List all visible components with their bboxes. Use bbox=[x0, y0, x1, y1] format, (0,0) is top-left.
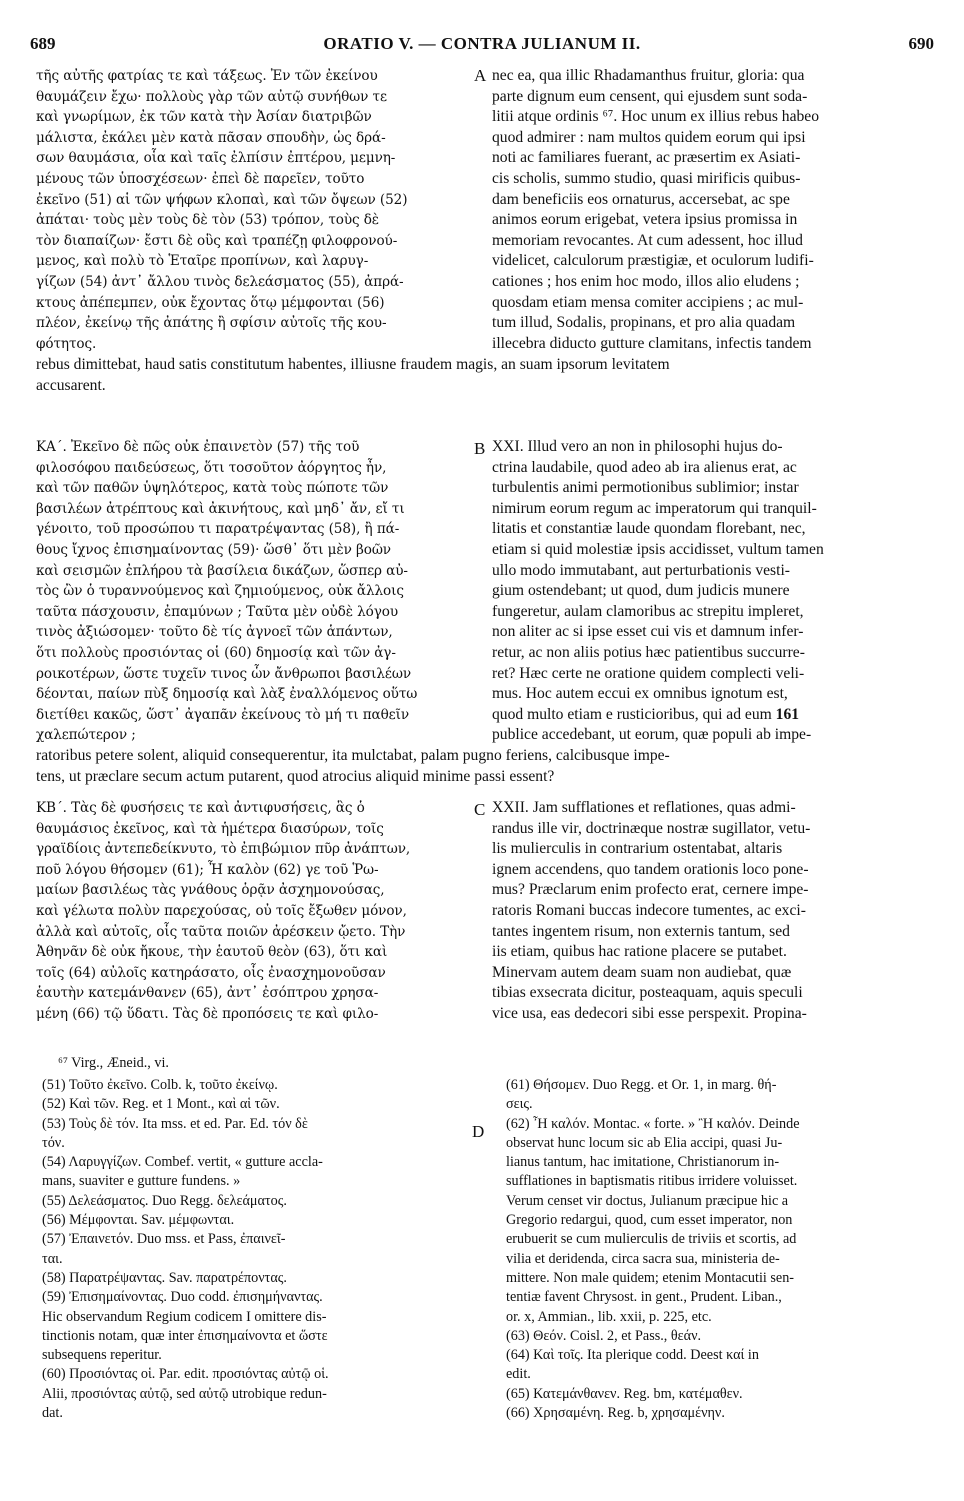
running-title: ORATIO V. — CONTRA JULIANUM II. bbox=[323, 34, 641, 53]
text-line: ratoribus petere solent, aliquid consequerentur, ita mulctabat, palam pugno feriens, calcibusque impe- bbox=[36, 747, 670, 764]
text-line: ret? Hæc certe ne oratione quidem complecti veli- bbox=[492, 664, 805, 682]
greek-column bbox=[36, 437, 466, 746]
text-line: mittere. Non male quidem; etenim Montacutii sen- bbox=[506, 1269, 795, 1286]
text-line: vice usa, eas dedecori sibi esse perspexit. Propina- bbox=[492, 1004, 807, 1022]
text-line: tinctionis notam, quæ inter ἐπισημαίνοντα et ὥστε bbox=[42, 1327, 328, 1344]
text-line: fungeretur, aulam clamoribus ac strepitu impleret, bbox=[492, 602, 804, 620]
text-line: nec ea, qua illic Rhadamanthus fruitur, gloria: qua bbox=[492, 67, 805, 84]
text-line: (60) Προσιόντας οἱ. Par. edit. προσιόντας αὐτῷ οἱ. bbox=[42, 1366, 329, 1383]
text-line: quod admirer : nam multos quidem eorum qui ipsi bbox=[492, 128, 806, 146]
full-width-text bbox=[36, 746, 926, 787]
text-line: edit. bbox=[506, 1366, 531, 1383]
margin-letter-d: D bbox=[472, 1122, 485, 1141]
text-line: sufflationes in baptismatis ritibus irridere voluisset. bbox=[506, 1173, 798, 1190]
text-line: (62) Ἦ καλόν. Montac. « forte. » Ἢ καλόν. Deinde bbox=[506, 1115, 800, 1132]
text-line: χαλεπώτερον ; bbox=[36, 727, 136, 744]
section-chapter-22 bbox=[36, 798, 926, 1028]
page-number-right: 690 bbox=[908, 34, 934, 53]
text-line: μένους τῶν ὑποσχέσεων· ἐπεὶ δὲ παρεῖεν, τοῦτο bbox=[36, 170, 365, 187]
text-line: σων θαυμάσια, οἷα καὶ ταῖς ἐλπίσιν ἐπτέρου, μεμνη- bbox=[36, 150, 396, 167]
page-number-left: 689 bbox=[30, 34, 56, 53]
footnotes-right-column bbox=[506, 1076, 926, 1423]
text-line: ΚΑ΄. Ἐκεῖνο δὲ πῶς οὐκ ἐπαινετὸν (57) τῆς τοῦ bbox=[36, 439, 360, 455]
text-line: subsequens reperitur. bbox=[42, 1347, 162, 1364]
text-line: ἐκεῖνο (51) αἱ τῶν ψήφων κλοπαὶ, καὶ τῶν ὄψεων (52) bbox=[36, 191, 408, 208]
text-line: (56) Μέμφονται. Sav. μέμφωνται. bbox=[42, 1212, 235, 1229]
text-line: XXII. Jam sufflationes et reflationes, quas admi- bbox=[492, 799, 796, 816]
text-line: καὶ σεισμῶν ἐπλήρου τὰ βασίλεια δικάζων, ὥσπερ αὐ- bbox=[36, 562, 408, 579]
text-line: καὶ τῶν παθῶν ὑψηλότερος, κατὰ τοὺς πώποτε τῶν bbox=[36, 480, 389, 497]
text-line: ratoris Romani buccas indecore tumentes, ac exci- bbox=[492, 901, 806, 919]
text-line: (64) Καὶ τοῖς. Ita plerique codd. Deest καί in bbox=[506, 1347, 759, 1364]
full-width-text bbox=[36, 355, 926, 396]
running-header bbox=[30, 34, 934, 58]
text-line: ἀπάται· τοὺς μὲν τοὺς δὲ τὸν (53) τρόπον, τοὺς δὲ bbox=[36, 212, 380, 229]
text-line: τινὸς ἀξιώσομεν· τοῦτο δὲ τίς ἀγνοεῖ τῶν ἁπάντων, bbox=[36, 624, 393, 641]
text-line: καὶ γέλωτα πολὺν παρεχούσας, οὐ τοῖς ἔξωθεν μόνον, bbox=[36, 902, 407, 919]
text-line: parte dignum eum censent, qui ejusdem sunt soda- bbox=[492, 87, 808, 105]
greek-column bbox=[36, 798, 466, 1025]
text-line: retur, ac non aliis potius hæc patientibus succurre- bbox=[492, 643, 805, 661]
text-line: (51) Τοῦτο ἐκεῖνο. Colb. k, τοῦτο ἐκείνῳ. bbox=[42, 1077, 278, 1093]
text-line: (65) Κατεμάνθανεν. Reg. bm, κατέμαθεν. bbox=[506, 1385, 743, 1402]
text-line: XXI. Illud vero an non in philosophi hujus do- bbox=[492, 438, 783, 455]
text-line: τῆς αὐτῆς φατρίας τε καὶ τάξεως. Ἐν τῶν ἐκείνου bbox=[36, 68, 378, 84]
text-line: βασιλέων ἀτρέπτους καὶ ἀκινήτους, καὶ μηδ᾽ ἄν, εἴ τι bbox=[36, 500, 405, 517]
text-line: tens, ut præclare secum actum putarent, quod atrocius aliquid minime passi essent? bbox=[36, 767, 555, 785]
text-line: σεις. bbox=[506, 1096, 533, 1113]
text-line: (52) Καὶ τῶν. Reg. et 1 Mont., καὶ αἱ τῶν. bbox=[42, 1096, 280, 1113]
text-line: observat hunc locum sic ab Elia accipi, quasi Ju- bbox=[506, 1134, 783, 1151]
text-line: γραϊδίοις ἀντεπεδείκνυτο, τὸ ἐπιβώμιον πῦρ ἀνάπτων, bbox=[36, 841, 411, 858]
text-line: μάλιστα, ἐκάλει μὲν κατὰ πᾶσαν σπουδὴν, ὡς δρά- bbox=[36, 129, 386, 146]
text-line: Minervam autem deam suam non audiebat, quæ bbox=[492, 963, 792, 981]
text-line: dat. bbox=[42, 1405, 63, 1422]
text-line: ignem accendens, quo tandem orationis loco pone- bbox=[492, 860, 809, 878]
text-line: lianus tantum, hac imitatione, Christianorum in- bbox=[506, 1154, 780, 1171]
text-line: lis mulierculis in contrarium ostentabat, altaris bbox=[492, 840, 783, 858]
text-line: iis etiam, quibus hac ratione placere se putabet. bbox=[492, 943, 787, 961]
text-line: γένοιτο, τοῦ προσώπου τι παρατρέψαντας (58), ἢ πά- bbox=[36, 521, 400, 538]
text-line: illecebra diducto gutture clamitans, infectis tandem bbox=[492, 334, 812, 352]
section-chapter-20 bbox=[36, 66, 926, 436]
text-line: μαίων βασιλέως τὰς γνάθους ὁρᾷν ἀσχημονούσας, bbox=[36, 882, 385, 899]
text-line: ταῦτα πάσχουσιν, ἐπαμύνων ; Ταῦτα μὲν οὐδὲ λόγου bbox=[36, 603, 398, 620]
footnotes-left-column bbox=[42, 1076, 472, 1423]
text-line: (63) Θεόν. Coisl. 2, et Pass., θεάν. bbox=[506, 1327, 702, 1344]
text-line: φιλοσόφου παιδεύσεως, ὅτι τοσοῦτον ἀόργητος ἦν, bbox=[36, 459, 387, 476]
text-line: ullo modo immutabant, aut perturbationis vesti- bbox=[492, 561, 790, 579]
text-line: quod multo etiam e rusticioribus, qui ad eum 161 bbox=[492, 705, 800, 723]
text-line: τόν. bbox=[42, 1134, 65, 1151]
text-line: τὸς ὢν ὁ τυραννούμενος καὶ ζημιούμενος, οὐκ ἄλλοις bbox=[36, 583, 404, 600]
text-line: gium ostendebant; ut quod, dum judicis munere bbox=[492, 582, 790, 600]
text-line: tantes ingentem risum, non externis tantum, sed bbox=[492, 922, 790, 940]
text-line: mus. Hoc autem eccui ex omnibus ignotum est, bbox=[492, 685, 788, 703]
text-line: πλέον, ἐκείνῳ τῆς ἀπάτης ἢ σφίσιν αὐτοῖς τῆς κου- bbox=[36, 315, 387, 332]
text-line: noti ac familiares fuerant, ac præsertim ex Asiati- bbox=[492, 149, 801, 167]
margin-letter-c: C bbox=[474, 800, 486, 819]
text-line: etiam si quid molestiæ ipsis accidisset, vultum tamen bbox=[492, 540, 824, 558]
text-line: videlicet, calculorum præstigiæ, et oculorum ludifi- bbox=[492, 252, 814, 270]
text-line: διετίθει κακῶς, ὥστ᾽ ἀγαπᾶν ἐκείνους τὸ μή τι παθεῖν bbox=[36, 706, 410, 723]
text-line: Gregorio redargui, quod, cum esset imperator, non bbox=[506, 1212, 793, 1229]
text-line: accusarent. bbox=[36, 376, 106, 394]
text-line: randus ille vir, doctrinæque nostræ sugillator, vetu- bbox=[492, 819, 811, 837]
text-line: ctrina laudabile, quod adeo ab ira alienus erat, ac bbox=[492, 458, 797, 476]
text-line: litii atque ordinis ⁶⁷. Hoc unum ex illius rebus habeo bbox=[492, 108, 820, 126]
text-line: cis scholis, summo studio, quasi mirificis quibus- bbox=[492, 169, 801, 187]
text-line: τὸν διαπαίζων· ἔστι δὲ οὓς καὶ τραπέζῃ φιλοφρονού- bbox=[36, 232, 398, 249]
latin-column bbox=[492, 798, 926, 1025]
text-line: mans, suaviter e gutture fundens. » bbox=[42, 1173, 241, 1190]
margin-letter-a: A bbox=[474, 66, 487, 85]
text-line: θους ἴχνος ἐπισημαίνοντας (59)· ὥσθ᾽ ὅτι μὲν βοῶν bbox=[36, 541, 391, 558]
text-line: Verum censet vir doctus, Julianum præcipue hic a bbox=[506, 1192, 789, 1209]
text-line: animos eorum erigebat, vetera ipsius promissa in bbox=[492, 211, 798, 229]
greek-column bbox=[36, 66, 466, 354]
text-line: δέονται, παίων πὺξ δημοσίᾳ καὶ λὰξ ἐναλλόμενος οὕτω bbox=[36, 686, 418, 703]
text-line: θαυμάσιος ἐκεῖνος, καὶ τὰ ἡμέτερα διασύρων, τοῖς bbox=[36, 820, 384, 837]
text-line: cationes ; hos enim hoc modo, illos alio eludens ; bbox=[492, 272, 800, 290]
section-chapter-21 bbox=[36, 437, 926, 789]
margin-letter-b: B bbox=[474, 439, 486, 458]
text-line: ΚΒ΄. Τὰς δὲ φυσήσεις τε καὶ ἀντιφυσήσεις, ἃς ὁ bbox=[36, 800, 365, 816]
text-line: (61) Θήσομεν. Duo Regg. et Or. 1, in marg. θή- bbox=[506, 1077, 777, 1093]
text-line: ται. bbox=[42, 1250, 63, 1267]
text-line: (59) Ἐπισημαίνοντας. Duo codd. ἐπισημήναντας. bbox=[42, 1289, 323, 1306]
text-line: γίζων (54) ἀντ᾽ ἄλλου τινὸς δελεάσματος (55), ἀπρά- bbox=[36, 273, 404, 290]
text-line: vilia et deridenda, circa sacra sua, ministeria de- bbox=[506, 1250, 780, 1267]
text-line: tibias exsecrata dicitur, posteaquam, aquis speculi bbox=[492, 984, 803, 1002]
text-line: ὅτι πολλοὺς προσιόντας οἱ (60) δημοσίᾳ καὶ τῶν ἀγ- bbox=[36, 644, 396, 661]
text-line: non aliter ac si ipse esset cui vis et damnum infer- bbox=[492, 623, 804, 641]
text-line: (55) Δελεάσματος. Duo Regg. δελεάματος. bbox=[42, 1192, 287, 1209]
text-line: (53) Τοὺς δὲ τόν. Ita mss. et ed. Par. Ed. τόν δὲ bbox=[42, 1115, 308, 1132]
text-line: turbulentis animi permotionibus sublimior; instar bbox=[492, 479, 799, 497]
text-line: (57) Ἐπαινετόν. Duo mss. et Pass, ἐπαινεῖ- bbox=[42, 1231, 286, 1248]
text-line: erubuerit se cum mulierculis de triviis et scortis, ad bbox=[506, 1231, 797, 1248]
text-line: καὶ γνωρίμων, ἐκ τῶν κατὰ τὴν Ἀσίαν διατριβῶν bbox=[36, 109, 372, 126]
text-line: mus? Præclarum enim profecto erat, cernere impe- bbox=[492, 881, 809, 899]
text-line: μενος, καὶ πολὺ τὸ Ἑταῖρε προπίνων, καὶ λαρυγ- bbox=[36, 253, 369, 270]
latin-column bbox=[492, 437, 926, 746]
text-line: Alii, προσιόντας αὐτῷ, sed αὐτῷ utrobique redun- bbox=[42, 1385, 327, 1402]
text-line: Ἀθηνᾶν δὲ οὐκ ἤκουε, τὴν ἑαυτοῦ θεὸν (63), ὅτι καὶ bbox=[36, 944, 388, 961]
text-line: μένη (66) τῷ ὕδατι. Τὰς δὲ προπόσεις τε καὶ φιλο- bbox=[36, 1005, 379, 1022]
text-line: publice accedebant, ut eorum, quæ populi ab impe- bbox=[492, 726, 812, 744]
page-marker-161: 161 bbox=[771, 705, 800, 723]
text-line: (54) Λαρυγγίζων. Combef. vertit, « gutture accla- bbox=[42, 1154, 323, 1171]
text-line: (58) Παρατρέψαντας. Sav. παρατρέποντας. bbox=[42, 1269, 287, 1286]
text-line: φότητος. bbox=[36, 335, 97, 352]
text-line: quosdam etiam mensa comiter accipiens ; ac mul- bbox=[492, 293, 804, 311]
text-line: Hic observandum Regium codicem I omittere dis- bbox=[42, 1308, 327, 1325]
text-line: ποῦ λόγου θήσομεν (61); Ἦ καλὸν (62) γε τοῦ Ῥω- bbox=[36, 861, 379, 878]
text-line: or. x, Ammian., lib. xxii, p. 225, etc. bbox=[506, 1308, 712, 1325]
text-line: κτους ἀπέπεμπεν, οὐκ ἔχοντας ὅτῳ μέμφονται (56) bbox=[36, 294, 385, 311]
text-line: litatis et constantiæ laude quondam florebant, nec, bbox=[492, 520, 806, 538]
text-line: tentiæ favent Chrysost. in gent., Prudent. Liban., bbox=[506, 1289, 782, 1306]
text-line: rebus dimittebat, haud satis constitutum habentes, illiusne fraudem magis, an suam ipsorum levitatem bbox=[36, 356, 670, 373]
text-line: ἀλλὰ καὶ αὐτοῖς, οἷς ταῦτα ποιῶν ἀρέσκειν ᾤετο. Τὴν bbox=[36, 923, 406, 940]
text-line: nimirum eorum regum ac imperatorum qui tranquil- bbox=[492, 499, 817, 517]
text-line: dam beneficiis eos ornaturus, accersebat, ac spe bbox=[492, 190, 790, 208]
latin-column bbox=[492, 66, 926, 354]
text-line: ἑαυτὴν κατεμάνθανεν (65), ἀντ᾽ ἐσόπτρου χρησα- bbox=[36, 985, 379, 1002]
text-line: (66) Χρησαμένη. Reg. b, χρησαμένην. bbox=[506, 1405, 725, 1422]
text-line: θαυμάζειν ἔχω· πολλοὺς γὰρ τῶν αὐτῷ συνήθων τε bbox=[36, 88, 387, 105]
text-line: memoriam revocantes. At cum adessent, hoc illud bbox=[492, 231, 803, 249]
text-line: ροικοτέρων, ὥστε τυχεῖν τινος ὧν ἄνθρωποι βασιλέων bbox=[36, 665, 411, 682]
footnote-67: ⁶⁷ Virg., Æneid., vi. bbox=[58, 1055, 169, 1071]
text-line: τοῖς (64) αὐλοῖς κατηράσατο, οἷς ἐνασχημονοῦσαν bbox=[36, 964, 386, 981]
text-line: tum illud, Sodalis, propinans, et pro alia quadam bbox=[492, 314, 796, 332]
